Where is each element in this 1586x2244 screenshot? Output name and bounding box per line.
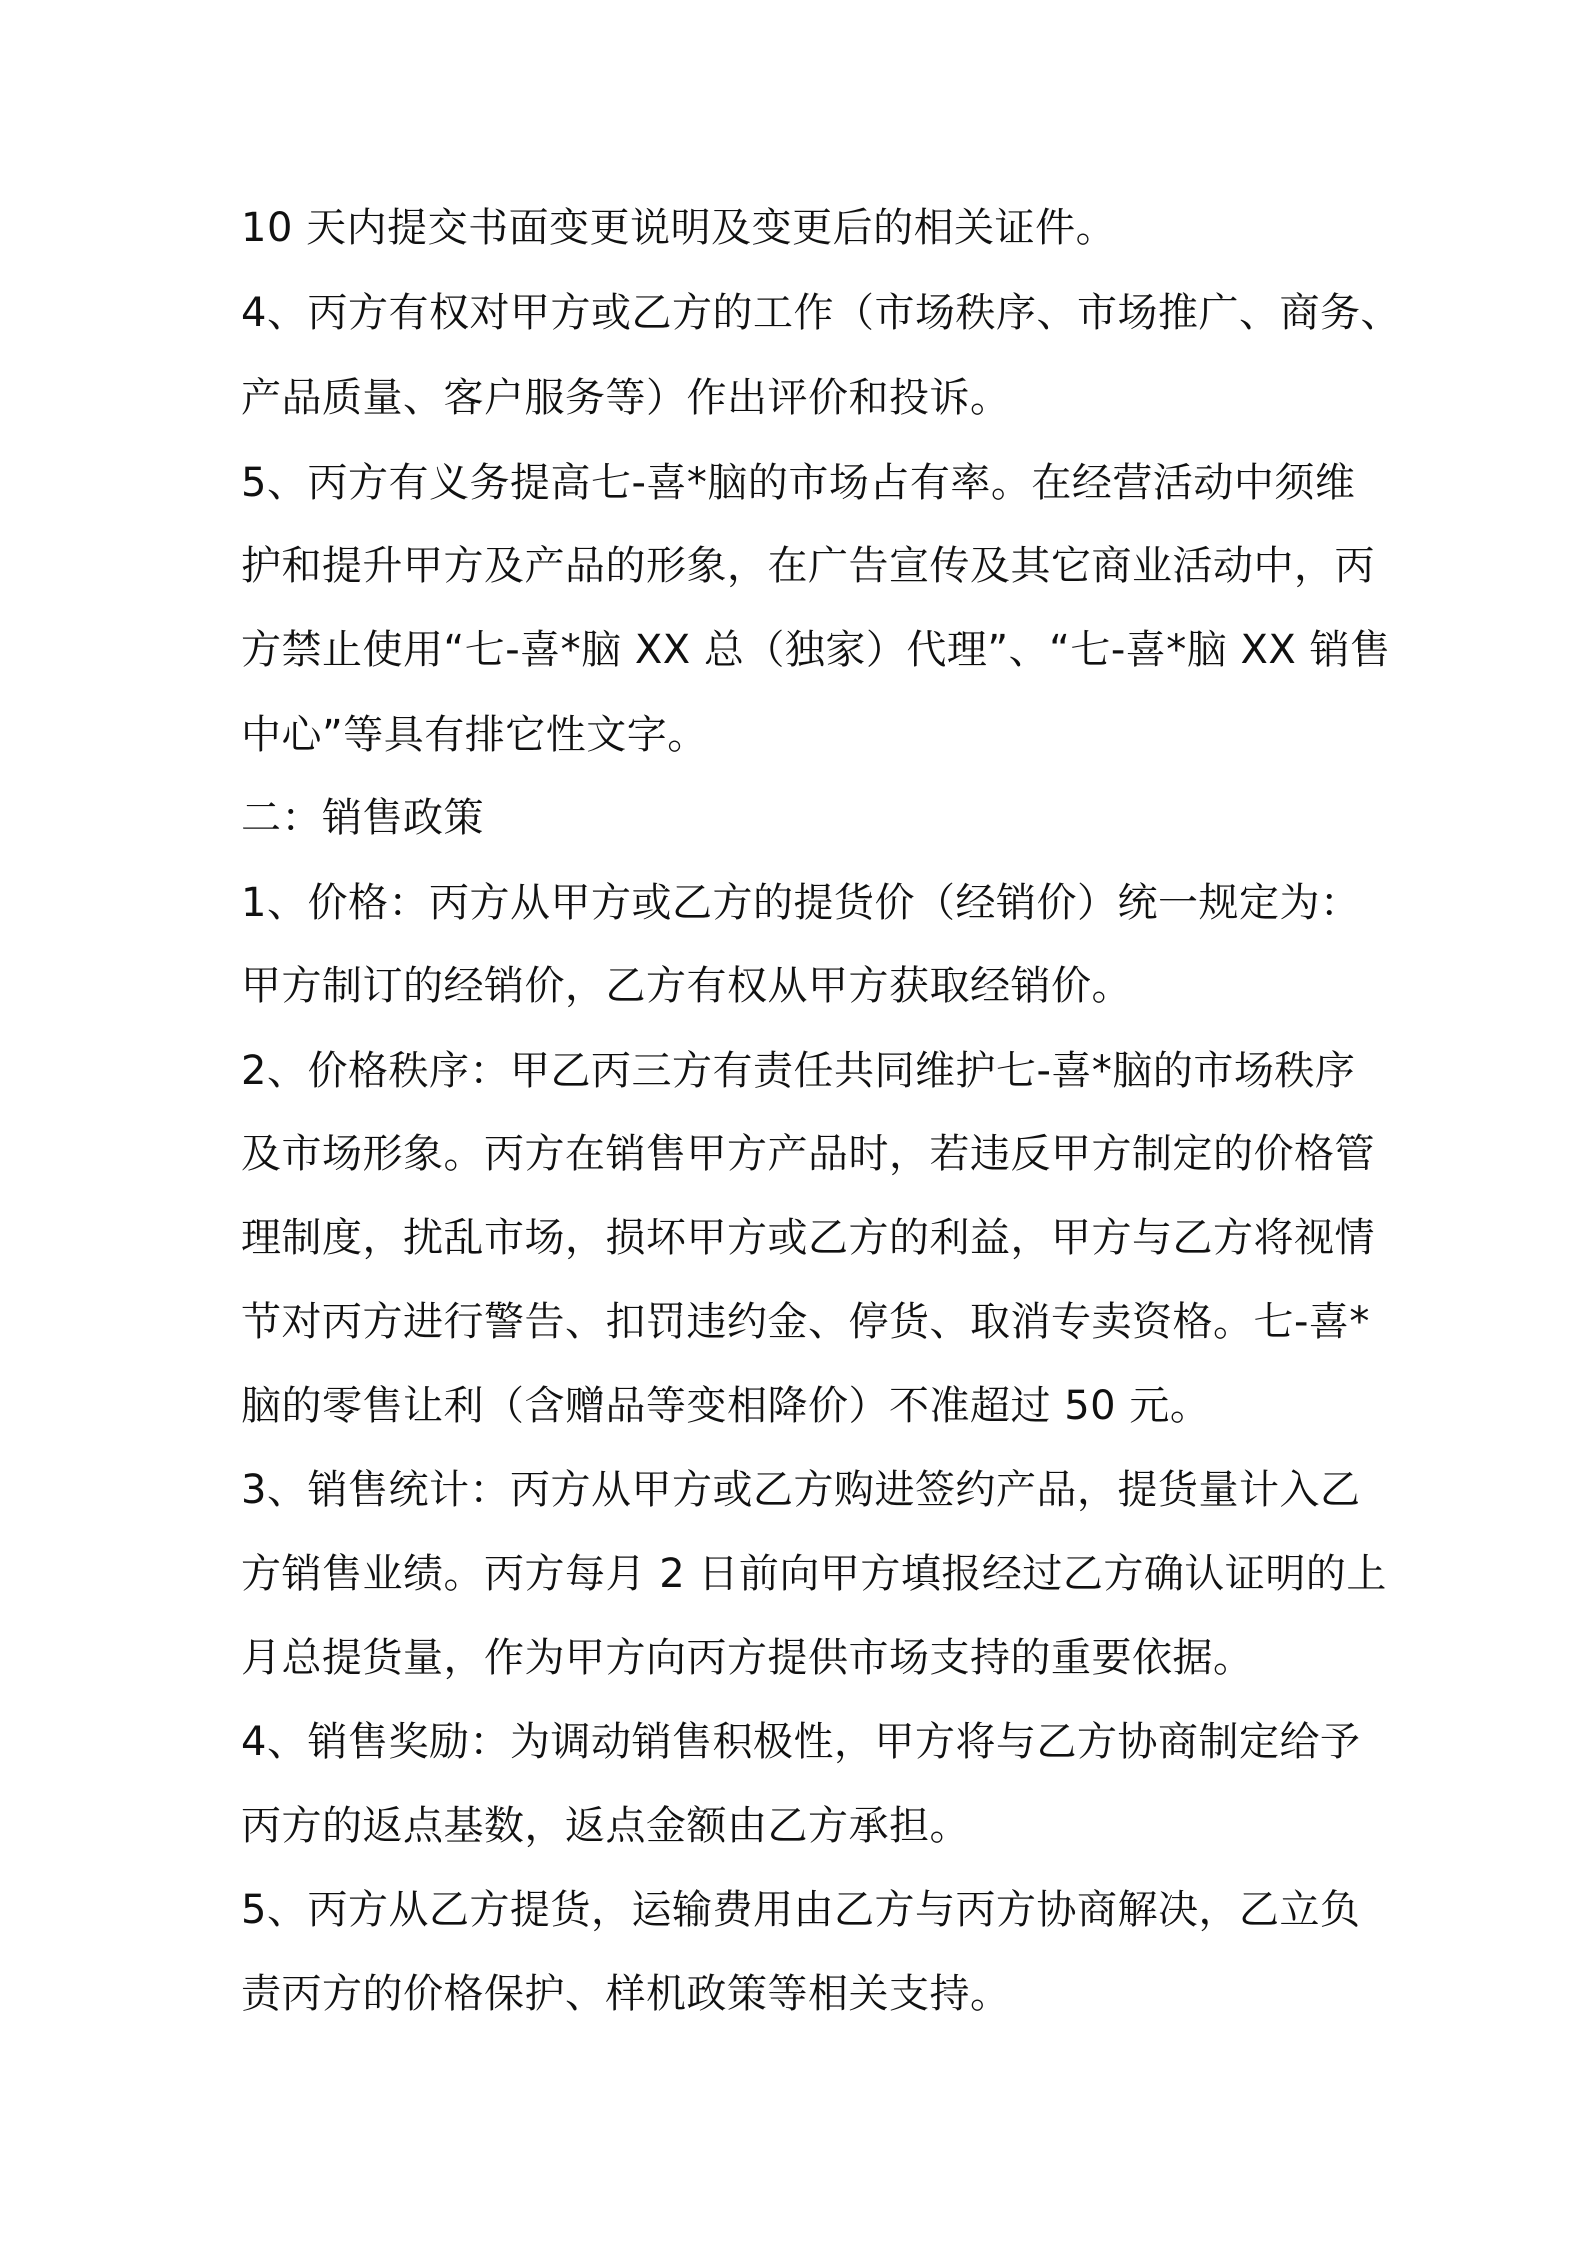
text-line: 2、价格秩序：甲乙丙三方有责任共同维护七-喜*脑的市场秩序 — [241, 1048, 1356, 1094]
text-line: 中心”等具有排它性文字。 — [241, 712, 708, 758]
text-line: 4、销售奖励：为调动销售积极性，甲方将与乙方协商制定给予 — [241, 1719, 1361, 1765]
text-line: 责丙方的价格保护、样机政策等相关支持。 — [241, 1971, 1011, 2017]
text-line: 脑的零售让利（含赠品等变相降价）不准超过 50 元。 — [241, 1383, 1211, 1429]
text-line: 产品质量、客户服务等）作出评价和投诉。 — [241, 375, 1011, 421]
text-line: 5、丙方有义务提高七-喜*脑的市场占有率。在经营活动中须维 — [241, 460, 1356, 506]
text-line: 方禁止使用“七-喜*脑 XX 总（独家）代理”、“七-喜*脑 XX 销售 — [241, 627, 1391, 673]
text-line: 理制度，扰乱市场，损坏甲方或乙方的利益，甲方与乙方将视情 — [241, 1215, 1375, 1261]
text-line: 丙方的返点基数，返点金额由乙方承担。 — [241, 1803, 970, 1849]
text-line: 4、丙方有权对甲方或乙方的工作（市场秩序、市场推广、商务、 — [241, 290, 1401, 336]
section-heading: 二：销售政策 — [241, 795, 484, 841]
text-line: 方销售业绩。丙方每月 2 日前向甲方填报经过乙方确认证明的上 — [241, 1551, 1387, 1597]
text-line: 护和提升甲方及产品的形象，在广告宣传及其它商业活动中，丙 — [241, 543, 1375, 589]
text-line: 5、丙方从乙方提货，运输费用由乙方与丙方协商解决，乙立负 — [241, 1887, 1361, 1933]
text-line: 节对丙方进行警告、扣罚违约金、停货、取消专卖资格。七-喜* — [241, 1299, 1370, 1345]
text-line: 月总提货量，作为甲方向丙方提供市场支持的重要依据。 — [241, 1635, 1254, 1681]
text-line: 10 天内提交书面变更说明及变更后的相关证件。 — [241, 205, 1117, 251]
text-line: 1、价格：丙方从甲方或乙方的提货价（经销价）统一规定为： — [241, 880, 1361, 926]
text-line: 3、销售统计：丙方从甲方或乙方购进签约产品，提货量计入乙 — [241, 1467, 1361, 1513]
text-line: 及市场形象。丙方在销售甲方产品时，若违反甲方制定的价格管 — [241, 1131, 1375, 1177]
text-line: 甲方制订的经销价，乙方有权从甲方获取经销价。 — [241, 963, 1132, 1009]
